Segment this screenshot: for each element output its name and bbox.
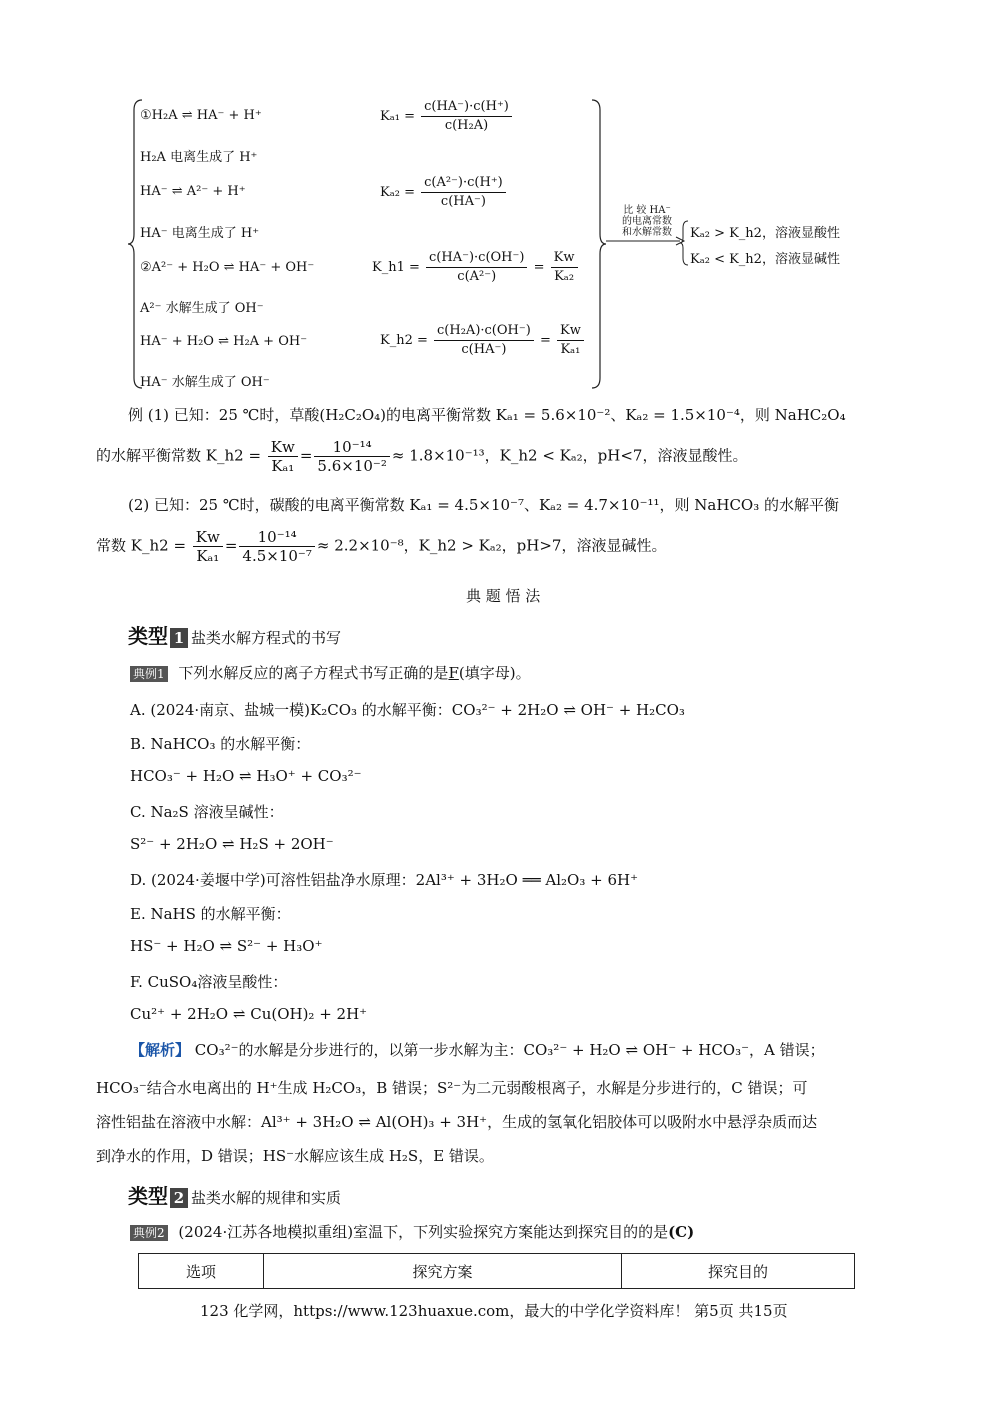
result-brace <box>680 220 690 266</box>
option-f-equation: Cu²⁺ + 2H₂O ⇌ Cu(OH)₂ + 2H⁺ <box>130 1005 368 1023</box>
table-header-purpose: 探究目的 <box>622 1254 855 1289</box>
brace-row-4-left: HA⁻ 电离生成了 H⁺ <box>140 226 260 241</box>
answer: F <box>448 664 459 682</box>
table-header-row <box>139 1254 855 1289</box>
example-1-line-2: 的水解平衡常数 K_h2 = $\frac{Kw}{\text{Kₐ₁}}$ = $\frac{\text{10⁻¹⁴}}{\text{5.6×10⁻²}}$ ≈ 1.8×10⁻¹³，K_h2 < Kₐ₂，pH<7，溶液显酸性。 <box>96 438 748 475</box>
analysis-line-3: 溶性铝盐在溶液中水解：Al³⁺ + 3H₂O ⇌ Al(OH)₃ + 3H⁺，生成的氢氧化铝胶体可以吸附水中悬浮杂质而达 <box>96 1113 818 1131</box>
type-1-heading: 类型 1 盐类水解方程式的书写 <box>128 624 342 648</box>
option-f-label: F. CuSO₄溶液呈酸性： <box>130 973 288 991</box>
option-c-label: C. Na₂S 溶液呈碱性： <box>130 803 284 821</box>
page-footer: 123 化学网，https://www.123huaxue.com，最大的中学化学资料库！ 第5页 共15页 <box>200 1302 788 1320</box>
compare-label: 比 较 HA⁻ 的电离常数 和水解常数 <box>622 205 672 238</box>
example-1-line-1: 例 (1) 已知：25 ℃时，草酸(H₂C₂O₄)的电离平衡常数 Kₐ₁ = 5.6×10⁻²、Kₐ₂ = 1.5×10⁻⁴，则 NaHC₂O₄ <box>128 406 846 424</box>
table-header-scheme: 探究方案 <box>264 1254 622 1289</box>
option-e-equation: HS⁻ + H₂O ⇌ S²⁻ + H₃O⁺ <box>130 937 323 955</box>
brace-row-7-left: HA⁻ + H₂O ⇌ H₂A + OH⁻ <box>140 334 308 349</box>
arrow-icon <box>606 236 686 246</box>
option-b-equation: HCO₃⁻ + H₂O ⇌ H₃O⁺ + CO₃²⁻ <box>130 767 362 785</box>
experiment-table <box>138 1253 855 1289</box>
option-c-equation: S²⁻ + 2H₂O ⇌ H₂S + 2OH⁻ <box>130 835 334 853</box>
ka1-expression: Kₐ₁ = $\frac{c(HA^-)\cdot c(H^+)}{\text{c(H₂A)}}$ <box>380 98 514 135</box>
brace-row-5-left: ②A²⁻ + H₂O ⇌ HA⁻ + OH⁻ <box>140 260 315 275</box>
analysis-line-4: 到净水的作用，D 错误；HS⁻水解应该生成 H₂S，E 错误。 <box>96 1147 494 1165</box>
answer: (C) <box>668 1223 695 1241</box>
ka2-expression: Kₐ₂ = $\frac{\text{c(A²⁻)·c(H⁺)}}{c(HA^-)}$ <box>380 174 508 211</box>
brace-row-2-left: H₂A 电离生成了 H⁺ <box>140 150 258 165</box>
question-1-stem: 典例1 下列水解反应的离子方程式书写正确的是F(填字母)。 <box>130 662 531 683</box>
option-d: D. (2024·姜堰中学)可溶性铝盐净水原理：2Al³⁺ + 3H₂O ══ Al₂O₃ + 6H⁺ <box>130 871 639 889</box>
analysis-tag: 【解析】 <box>130 1041 191 1059</box>
result-acidic: Kₐ₂ > K_h2，溶液显酸性 <box>690 226 840 241</box>
analysis-line-2: HCO₃⁻结合水电离出的 H⁺生成 H₂CO₃，B 错误；S²⁻为二元弱酸根离子，水解是分步进行的，C 错误；可 <box>96 1079 808 1097</box>
brace-row-3-left: HA⁻ ⇌ A²⁻ + H⁺ <box>140 184 246 199</box>
type-2-heading: 类型 2 盐类水解的规律和实质 <box>128 1184 342 1208</box>
example-2-line-1: (2) 已知：25 ℃时，碳酸的电离平衡常数 Kₐ₁ = 4.5×10⁻⁷、Kₐ₂ = 4.7×10⁻¹¹，则 NaHCO₃ 的水解平衡 <box>128 496 840 514</box>
kh1-expression: K_h1 = $\frac{c(HA^-)\cdot c(OH^-)}{\text{c(A²⁻)}}$ = $\frac{Kw}{\text{Kₐ₂}}$ <box>372 249 580 286</box>
example-badge: 典例1 <box>130 666 168 682</box>
example-badge: 典例2 <box>130 1225 168 1241</box>
option-b-label: B. NaHCO₃ 的水解平衡： <box>130 735 311 753</box>
brace-row-6-left: A²⁻ 水解生成了 OH⁻ <box>140 301 264 316</box>
question-2-stem: 典例2 (2024·江苏各地模拟重组)室温下，下列实验探究方案能达到探究目的的是(C) <box>130 1221 694 1242</box>
result-basic: Kₐ₂ < K_h2，溶液显碱性 <box>690 252 840 267</box>
brace-row-1-left: ①H₂A ⇌ HA⁻ + H⁺ <box>140 108 262 123</box>
option-e-label: E. NaHS 的水解平衡： <box>130 905 291 923</box>
brace-row-8-left: HA⁻ 水解生成了 OH⁻ <box>140 375 270 390</box>
option-a: A. (2024·南京、盐城一模)K₂CO₃ 的水解平衡：CO₃²⁻ + 2H₂O ⇌ OH⁻ + H₂CO₃ <box>130 701 685 719</box>
table-header-option: 选项 <box>139 1254 264 1289</box>
analysis-line-1: 【解析】 CO₃²⁻的水解是分步进行的，以第一步水解为主：CO₃²⁻ + H₂O ⇌ OH⁻ + HCO₃⁻，A 错误； <box>130 1041 825 1059</box>
example-2-line-2: 常数 K_h2 = $\frac{Kw}{\text{Kₐ₁}}$ = $\frac{\text{10⁻¹⁴}}{\text{4.5×10⁻⁷}}$ ≈ 2.2×10⁻⁸，K_h2 > Kₐ₂，pH>7，溶液显碱性。 <box>96 528 667 565</box>
section-title: 典 题 悟 法 <box>466 587 541 605</box>
kh2-expression: K_h2 = $\frac{\text{c(H₂A)·c(OH⁻)}}{c(HA^-)}$ = $\frac{Kw}{\text{Kₐ₁}}$ <box>380 322 586 359</box>
